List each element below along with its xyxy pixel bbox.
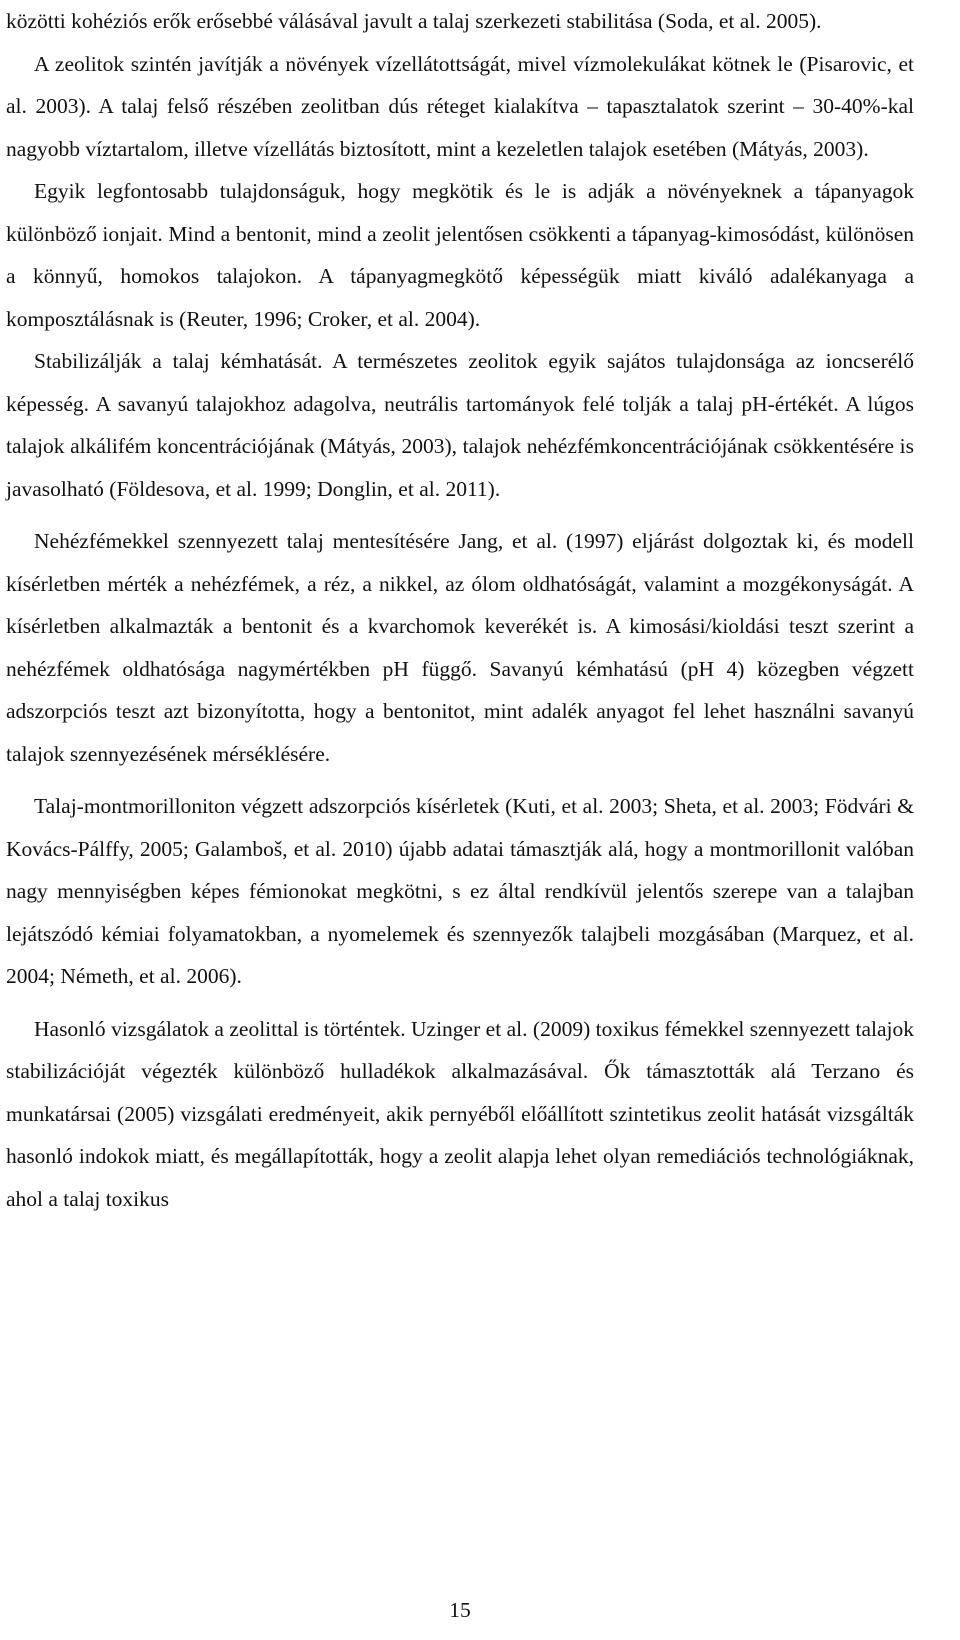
paragraph-2: A zeolitok szintén javítják a növények vízellátottságát, mivel vízmolekulákat kötnek le (Pisarovic, et al. 2003). A talaj felső részében zeolitban dús réteget kialakítva – tapasztalatok szerint – 30-40%-kal nagyobb víztartalom, illetve vízellátás biztosított, mint a kezeletlen talajok esetében (Mátyás, 2003).: [6, 51, 914, 161]
paragraph-4: Stabilizálják a talaj kémhatását. A természetes zeolitok egyik sajátos tulajdonsága az ioncserélő képesség. A savanyú talajokhoz adagolva, neutrális tartományok felé tolják a talaj pH-értékét. A lúgos talajok alkálifém koncentrációjának (Mátyás, 2003), talajok nehézfémkoncentrációjának csökkentésére is javasolható (Földesova, et al. 1999; Donglin, et al. 2011).: [6, 349, 914, 501]
paragraph-5: Nehézfémekkel szennyezett talaj mentesítésére Jang, et al. (1997) eljárást dolgoztak ki, és modell kísérletben mérték a nehézfémek, a réz, a nikkel, az ólom oldhatóságát, valamint a mozgékonyságát. A kísérletben alkalmazták a bentonit és a kvarchomok keverékét is. A kimosási/kioldási teszt szerint a nehézfémek oldhatósága nagymértékben pH függő. Savanyú kémhatású (pH 4) közegben végzett adszorpciós teszt azt bizonyította, hogy a bentonitot, mint adalék anyagot fel lehet használni savanyú talajok szennyezésének mérséklésére.: [6, 529, 914, 766]
paragraph-1: közötti kohéziós erők erősebbé válásával javult a talaj szerkezeti stabilitása (Soda, et al. 2005).: [6, 9, 822, 33]
paragraph-3: Egyik legfontosabb tulajdonságuk, hogy megkötik és le is adják a növényeknek a tápanyagok különböző ionjait. Mind a bentonit, mind a zeolit jelentősen csökkenti a tápanyag-kimosódást, különösen a könnyű, homokos talajokon. A tápanyagmegkötő képességük miatt kiváló adalékanyaga a komposztálásnak is (Reuter, 1996; Croker, et al. 2004).: [6, 179, 914, 331]
paragraph-6: Talaj-montmorilloniton végzett adszorpciós kísérletek (Kuti, et al. 2003; Sheta, et al. 2003; Födvári & Kovács-Pálffy, 2005; Galamboš, et al. 2010) újabb adatai támasztják alá, hogy a montmorillonit valóban nagy mennyiségben képes fémionokat megkötni, s ez által rendkívül jelentős szerepe van a talajban lejátszódó kémiai folyamatokban, a nyomelemek és szennyezők talajbeli mozgásában (Marquez, et al. 2004; Németh, et al. 2006).: [6, 794, 914, 988]
paragraph-7: Hasonló vizsgálatok a zeolittal is történtek. Uzinger et al. (2009) toxikus fémekkel szennyezett talajok stabilizációját végezték különböző hulladékok alkalmazásával. Ők támasztották alá Terzano és munkatársai (2005) vizsgálati eredményeit, akik pernyéből előállított szintetikus zeolit hatását vizsgálták hasonló indokok miatt, és megállapították, hogy a zeolit alapja lehet olyan remediációs technológiáknak, ahol a talaj toxikus: [6, 1016, 914, 1211]
page-number: 15: [449, 1598, 471, 1622]
document-page: [6, 0, 914, 1220]
